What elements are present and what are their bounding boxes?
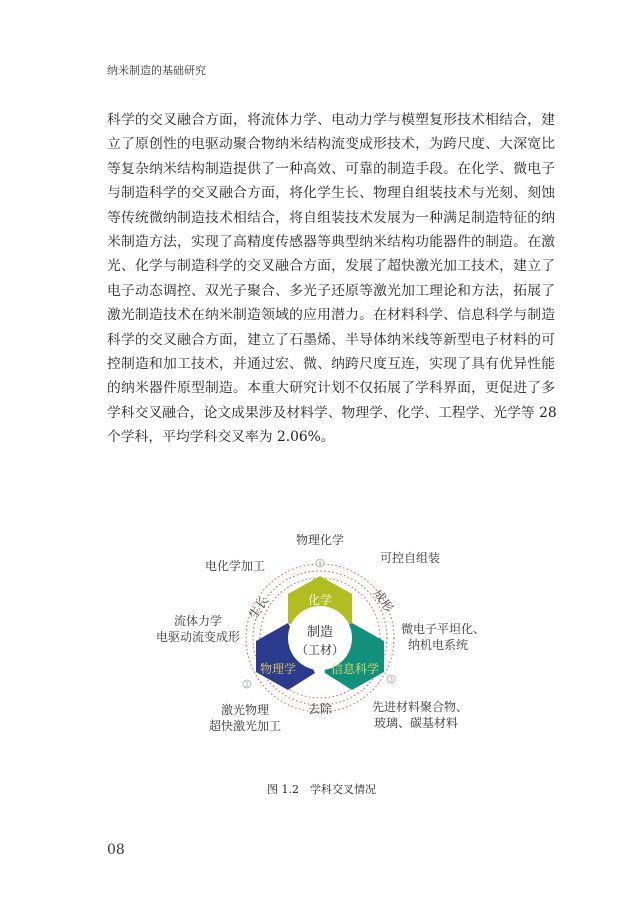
label-materials-line1: 先进材料聚合物、 (371, 700, 469, 714)
page-number: 08 (107, 842, 125, 858)
label-self-assembly: 可控自组装 (379, 551, 441, 565)
body-line: 控制造和加工技术，并通过宏、微、纳跨尺度互连，实现了具有优异性能 (107, 356, 555, 373)
process-form: 成形 (370, 586, 396, 615)
label-laser-line1: 激光物理 (220, 703, 270, 717)
body-line: 学科交叉融合，论文成果涉及材料学、物理学、化学、工程学、光学等 28 (107, 404, 557, 421)
body-line: 激光制造技术在纳米制造领域的应用潜力。在材料科学、信息科学与制造 (107, 307, 555, 324)
disc-chemistry: 化学 (307, 593, 333, 607)
label-electrochemistry: 电化学加工 (204, 559, 266, 573)
marker-1-label: 1 (318, 560, 322, 568)
label-laser-line2: 超快激光加工 (208, 719, 282, 733)
body-line: 等传统微纳制造技术相结合，将自组装技术发展为一种满足制造特征的纳 (107, 209, 555, 226)
label-fluid-line1: 流体力学 (173, 614, 223, 628)
body-line: 电子动态调控、双光子聚合、多光子还原等激光加工理论和方法，拓展了 (107, 282, 555, 299)
label-physical-chemistry: 物理化学 (295, 533, 345, 547)
body-line: 等复杂纳米结构制造提供了一种高效、可靠的制造手段。在化学、微电子 (107, 160, 555, 177)
body-line: 科学的交叉融合方面，将流体力学、电动力学与模塑复形技术相结合，建 (107, 112, 555, 128)
body-line: 与制造科学的交叉融合方面，将化学生长、物理自组装技术与光刻、刻蚀 (107, 185, 555, 202)
body-line-last: 个学科，平均学科交叉率为 2.06%。 (107, 429, 335, 446)
figure-caption: 图 1.2 学科交叉情况 (267, 783, 376, 796)
label-microelectronics-line2: 纳机电系统 (407, 638, 469, 652)
running-header: 纳米制造的基础研究 (107, 64, 206, 77)
label-microelectronics-line1: 微电子平坦化、 (400, 622, 486, 636)
center-label-line1: 制造 (306, 625, 334, 640)
marker-3-label: 3 (389, 676, 393, 684)
center-label-line2: （工材） (295, 643, 345, 657)
label-fluid-line2: 电驱动流变成形 (155, 630, 241, 644)
body-line: 光、化学与制造科学的交叉融合方面，发展了超快激光加工技术，建立了 (107, 258, 555, 275)
body-paragraph (107, 108, 555, 450)
body-line: 米制造方法，实现了高精度传感器等典型纳米结构功能器件的制造。在激 (107, 234, 555, 251)
body-line: 科学的交叉融合方面，建立了石墨烯、半导体纳米线等新型电子材料的可 (107, 331, 555, 348)
label-materials-line2: 玻璃、碳基材料 (373, 716, 459, 730)
process-grow: 生长 (246, 593, 272, 622)
process-remove: 去除 (307, 702, 333, 716)
body-line: 的纳米器件原型制造。本重大研究计划不仅拓展了学科界面，更促进了多 (107, 380, 555, 397)
marker-2-label: 2 (245, 681, 249, 689)
body-line: 立了原创性的电驱动聚合物纳米结构流变成形技术，为跨尺度、大深宽比 (107, 136, 555, 153)
disc-info-science: 信息科学 (330, 662, 380, 676)
discipline-diagram (140, 528, 500, 758)
disc-physics: 物理学 (259, 662, 297, 676)
